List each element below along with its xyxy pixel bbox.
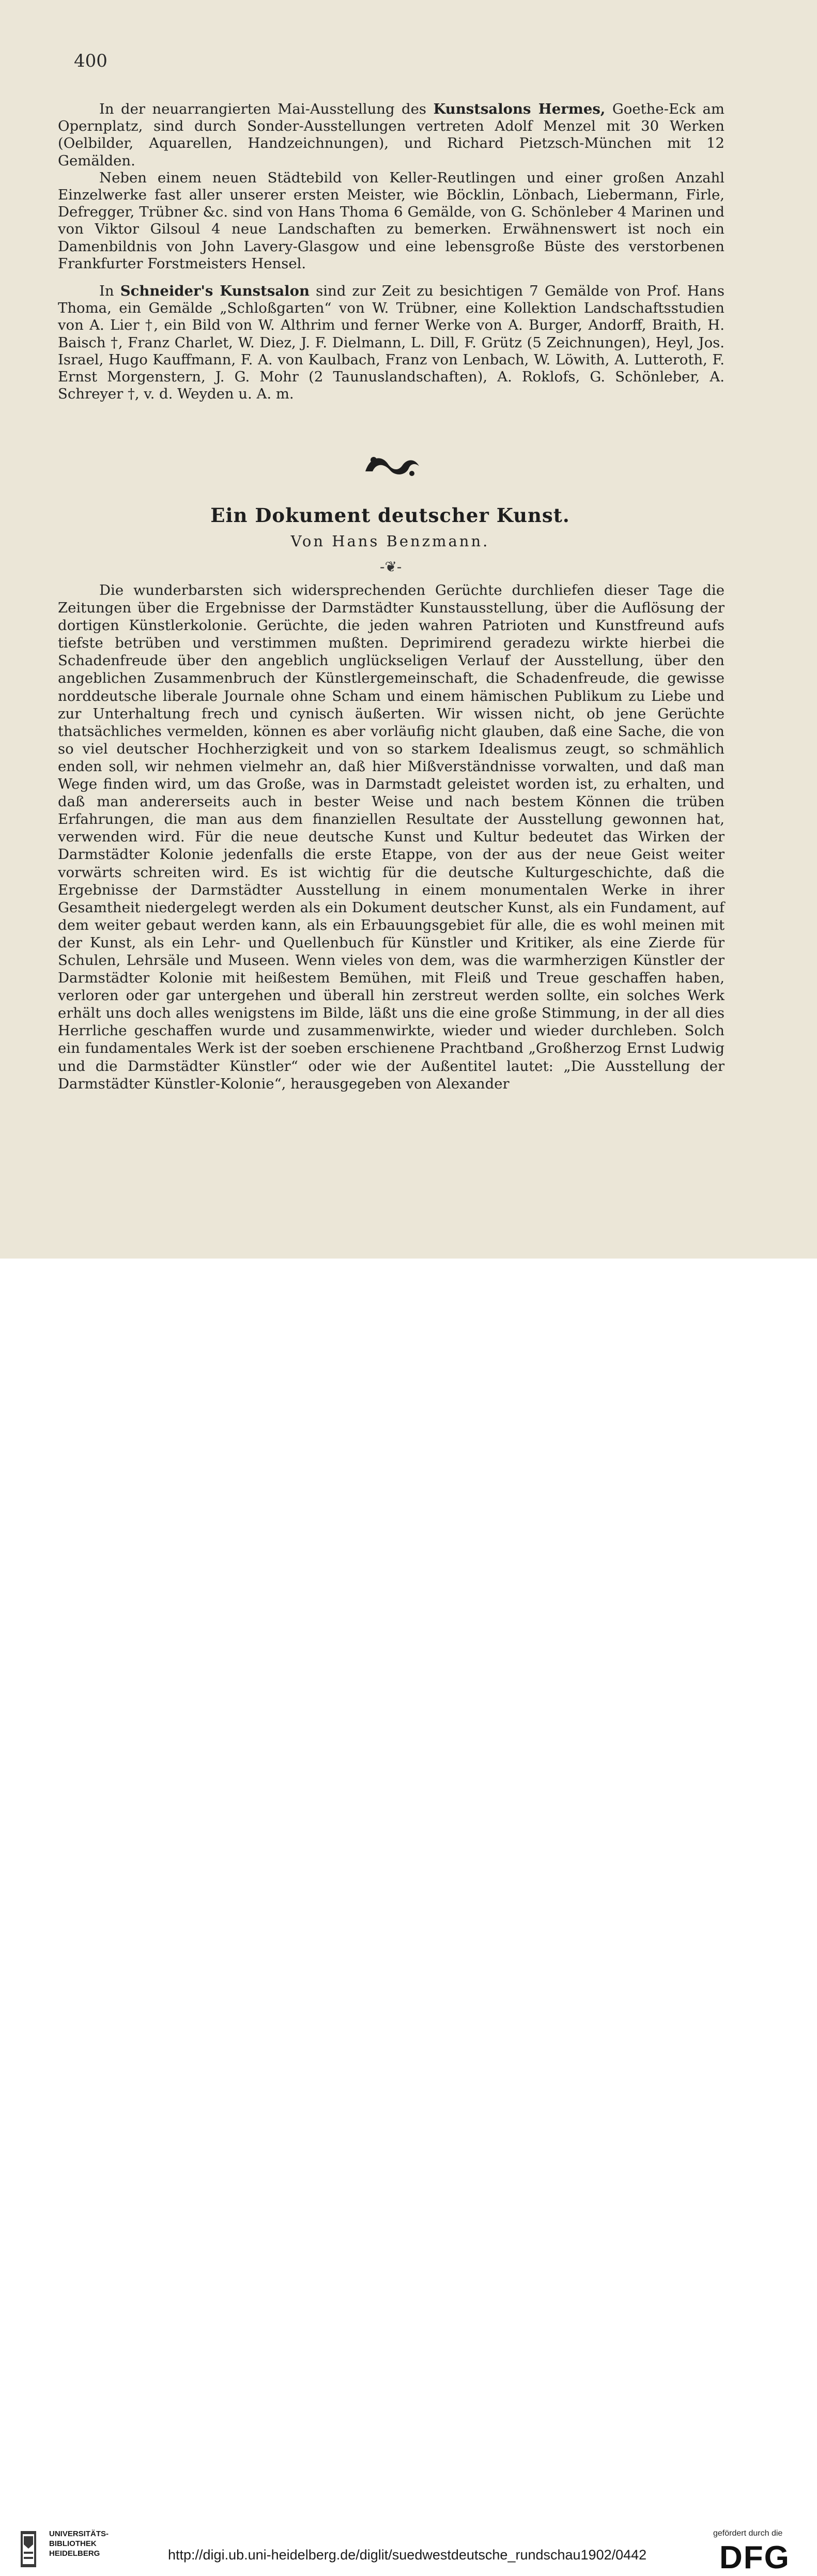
paragraph-text: sind zur Zeit zu besichtigen 7 Gemälde von Prof. Hans Thoma, ein Gemälde „Schloßgarten“ von W. Trübner, eine Kollektion Landschaftsstudien von A. Lier †, ein Bild von W. Althrim und ferner Werke von A. Burger, Andorff, Braith, H. Baisch †, Franz Charlet, W. Diez, J. F. Dielmann, L. Dill, F. Grütz (5 Zeichnungen), Heyl, Jos. Israel, Hugo Kauffmann, F. A. von Kaulbach, Franz von Lenbach, W. Löwith, A. Lutteroth, F. Ernst Morgenstern, J. G. Mohr (2 Taunuslandschaften), A. Roklofs, G. Schönleber, A. Schreyer †, v. d. Weyden u. A. m. [58, 283, 724, 403]
library-name-line: BIBLIOTHEK [49, 2539, 97, 2548]
paragraph-text: In der neuarrangierten Mai-Ausstellung des [99, 101, 434, 117]
university-crest-icon [17, 2529, 40, 2569]
article-title: Ein Dokument deutscher Kunst. [210, 504, 570, 527]
article-paragraph: Die wunderbarsten sich widersprechenden Gerüchte durchliefen dieser Tage die Zeitungen über die Ergebnisse der Darmstädter Kunstausstellung, über die Auflösung der dortigen Künstlerkolonie. Gerüchte, die jeden wahren Patrioten und Kunstfreund aufs tiefste betrüben und verstimmen mußten. Deprimirend geradezu wirkte hierbei die Schadenfreude über den angeblich unglückseligen Verlauf der Ausstellung, über den angeblichen Zusammenbruch der Künstlergemeinschaft, die Schadenfreude, die gewisse norddeutsche liberale Journale ohne Scham und einem hämischen Publikum zu Liebe und zur Unterhaltung frech und cynisch äußerten. Wir wissen nicht, ob jene Gerüchte thatsächliches vermelden, können es aber vorläufig nicht glauben, daß eine Sache, die von so viel deutscher Hochherzigkeit und von so starkem Idealismus zeugt, so schmählich enden soll, wir nehmen vielmehr an, daß hier Mißverständnisse vorwalten, und daß man Wege finden wird, um das Große, was in Darmstadt geleistet worden ist, zu erhalten, und daß man andererseits auch in bester Weise und nach bestem Können die trüben Erfahrungen, die man aus dem finanziellen Resultate der Ausstellung gewonnen hat, verwenden wird. Für die neue deutsche Kunst und Kultur bedeutet das Wirken der Darmstädter Kolonie jedenfalls die erste Etappe, von der aus der neue Geist weiter vorwärts schreiten wird. Es ist wichtig für die deutsche Kulturgeschichte, daß die Ergebnisse der Darmstädter Ausstellung in einem monumentalen Werke in ihrer Gesamtheit niedergelegt werden als ein Dokument deutscher Kunst, als ein Fundament, auf dem weiter gebaut werden kann, als ein Erbauungsgebiet für alle, die es wohl meinen mit der Kunst, als ein Lehr- und Quellenbuch für Künstler und Kritiker, als eine Zierde für Schulen, Lehrsäle und Museen. Wenn vieles von dem, was die warmherzigen Künstler der Darmstädter Kolonie mit heißestem Bemühen, mit Fleiß und Treue geschaffen haben, verloren oder gar untergehen und überall hin zerstreut werden sollte, ein solches Werk erhält uns doch alles wenigstens im Bilde, läßt uns die eine große Stimmung, in der all dies Herrliche geschaffen wurde und zusammenwirkte, wieder und wieder durchleben. Solch ein fundamentales Werk ist der soeben erschienene Prachtband „Großherzog Ernst Ludwig und die Darmstädter Künstler“ oder wie der Außentitel lautet: „Die Ausstellung der Darmstädter Künstler-Kolonie“, herausgegeben von Alexander [58, 582, 724, 1092]
paragraph-neben [58, 170, 724, 272]
paragraph-text: In [99, 283, 120, 300]
ornament-icon [361, 451, 423, 479]
library-name-line: HEIDELBERG [49, 2549, 100, 2558]
sponsor-label: gefördert durch die [713, 2529, 783, 2538]
page-number: 400 [74, 51, 107, 71]
paragraph-hermes [58, 101, 724, 170]
footer-bar [0, 1259, 817, 2575]
article-author: Von Hans Benzmann. [290, 532, 490, 550]
paragraph-text: Neben einem neuen Städtebild von Keller-Reutlingen und einer großen Anzahl Einzelwerke fast aller unserer ersten Meister, wie Böcklin, Lönbach, Liebermann, Firle, Defregger, Trübner &c. sind von Hans Thoma 6 Gemälde, von G. Schönleber 4 Marinen und von Viktor Gilsoul 4 neue Landschaften zu bemerken. Erwähnenswert ist noch ein Damenbildnis von John Lavery-Glasgow und eine lebensgroße Büste des verstorbenen Frankfurter Forstmeisters Hensel. [58, 169, 724, 272]
article-body [58, 581, 724, 1093]
library-name-line: UNIVERSITÄTS- [49, 2529, 109, 2538]
paragraph-bold: Schneider's Kunstsalon [120, 283, 310, 300]
dfg-logo: DFG [719, 2540, 790, 2575]
paragraph-schneider [58, 283, 724, 403]
paragraph-bold: Kunstsalons Hermes, [433, 101, 606, 117]
source-url-link[interactable]: http://digi.ub.uni-heidelberg.de/diglit/suedwestdeutsche_rundschau1902/0442 [168, 2547, 647, 2563]
flourish-icon: -❦- [380, 558, 402, 575]
paragraph-text: Goethe-Eck am Opernplatz, sind durch Sonder-Ausstellungen vertreten Adolf Menzel mit 30 Werken (Oelbilder, Aquarellen, Handzeichnungen), und Richard Pietzsch-München mit 12 Gemälden. [58, 101, 724, 169]
scanned-page [0, 0, 817, 1259]
library-logo-text [49, 2529, 121, 2558]
section-exhibitions [58, 101, 724, 403]
